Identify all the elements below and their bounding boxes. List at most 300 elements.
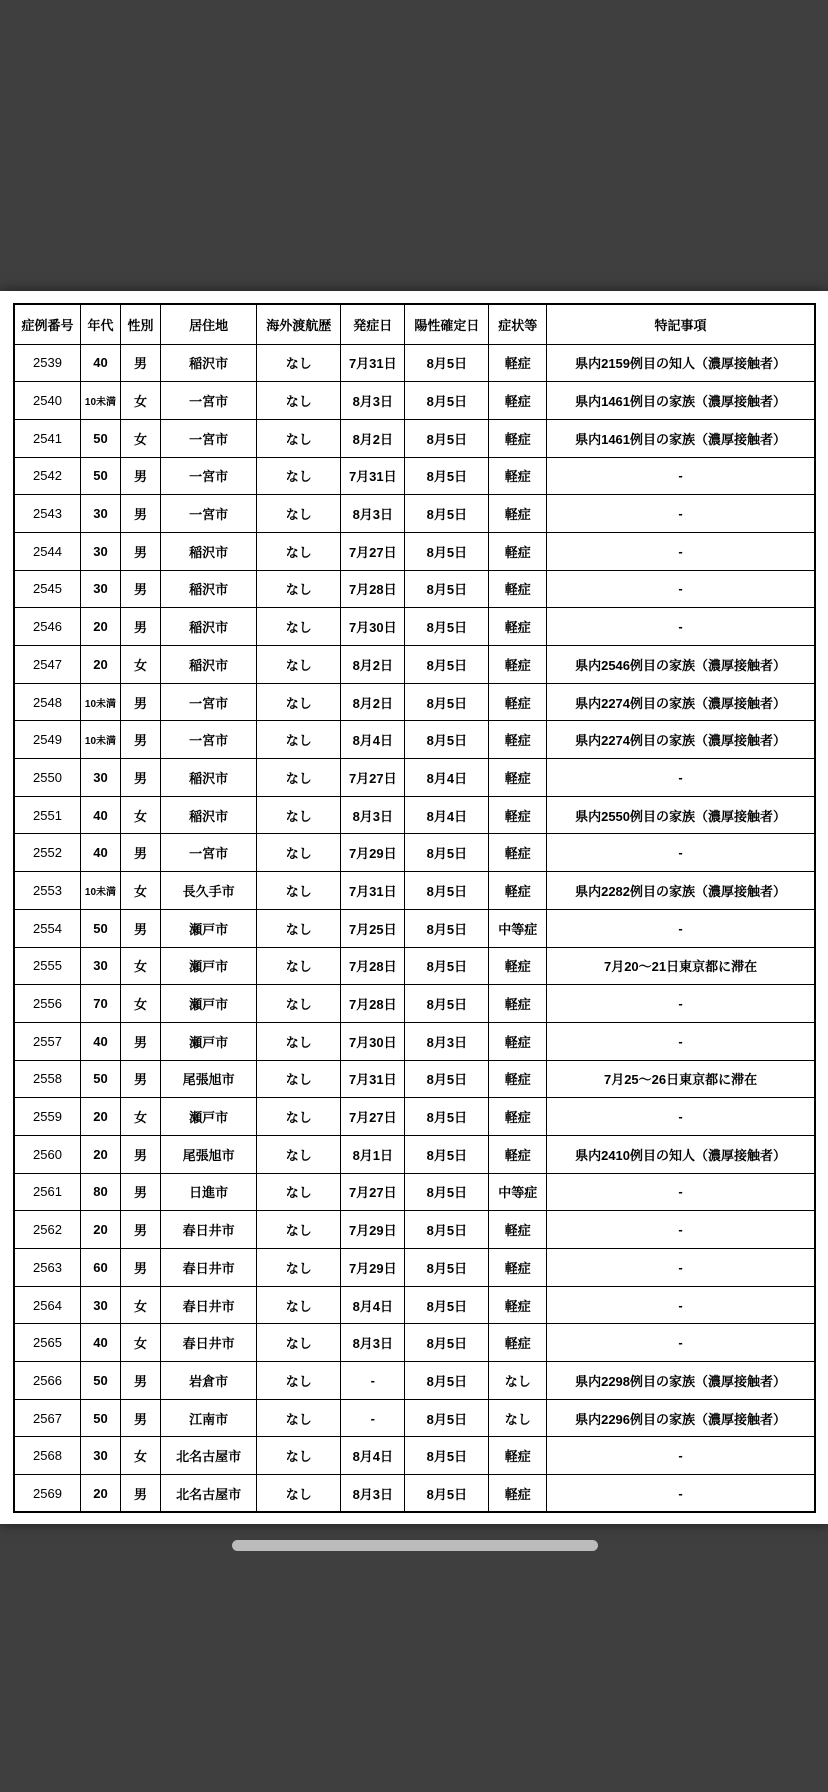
cell-symptom: 軽症 [489, 608, 547, 646]
cell-residence: 一宮市 [161, 834, 257, 872]
cell-residence: 瀬戸市 [161, 985, 257, 1023]
cell-symptom: 中等症 [489, 909, 547, 947]
cell-notes: - [547, 909, 815, 947]
cell-onset-date: 7月31日 [341, 872, 405, 910]
cell-onset-date: 7月27日 [341, 759, 405, 797]
cell-confirmed-date: 8月5日 [405, 721, 489, 759]
table-row [14, 495, 815, 533]
cell-notes: - [547, 834, 815, 872]
cell-symptom: 軽症 [489, 495, 547, 533]
table-row [14, 721, 815, 759]
table-row [14, 1173, 815, 1211]
cell-age: 20 [80, 1098, 120, 1136]
cell-sex: 女 [121, 872, 161, 910]
cell-notes: - [547, 495, 815, 533]
cell-sex: 男 [121, 1135, 161, 1173]
cell-sex: 男 [121, 834, 161, 872]
cell-confirmed-date: 8月5日 [405, 570, 489, 608]
cell-confirmed-date: 8月5日 [405, 457, 489, 495]
cell-residence: 稲沢市 [161, 759, 257, 797]
cell-onset-date: 7月27日 [341, 532, 405, 570]
cell-residence: 春日井市 [161, 1211, 257, 1249]
cell-age: 50 [80, 1362, 120, 1400]
cell-travel-history: なし [257, 495, 341, 533]
cell-confirmed-date: 8月4日 [405, 796, 489, 834]
table-row [14, 1399, 815, 1437]
table-row [14, 1211, 815, 1249]
scrollbar-thumb[interactable] [232, 1540, 598, 1551]
cell-travel-history: なし [257, 419, 341, 457]
cell-notes: - [547, 985, 815, 1023]
cell-age: 80 [80, 1173, 120, 1211]
header-residence: 居住地 [161, 304, 257, 344]
cell-notes: - [547, 1211, 815, 1249]
cell-case-number: 2561 [14, 1173, 80, 1211]
cell-residence: 瀬戸市 [161, 1022, 257, 1060]
cell-case-number: 2562 [14, 1211, 80, 1249]
cell-travel-history: なし [257, 1362, 341, 1400]
cell-onset-date: 7月29日 [341, 834, 405, 872]
cell-travel-history: なし [257, 1135, 341, 1173]
cell-symptom: 中等症 [489, 1173, 547, 1211]
cell-travel-history: なし [257, 872, 341, 910]
cell-residence: 長久手市 [161, 872, 257, 910]
cell-notes: - [547, 1324, 815, 1362]
cell-confirmed-date: 8月5日 [405, 419, 489, 457]
cell-travel-history: なし [257, 570, 341, 608]
cell-age: 40 [80, 1022, 120, 1060]
cell-residence: 北名古屋市 [161, 1475, 257, 1513]
cell-onset-date: 8月3日 [341, 495, 405, 533]
cell-age: 10未満 [80, 721, 120, 759]
table-row [14, 1362, 815, 1400]
cell-sex: 男 [121, 1249, 161, 1287]
cell-residence: 稲沢市 [161, 570, 257, 608]
table-row [14, 1286, 815, 1324]
cell-onset-date: 8月2日 [341, 646, 405, 684]
cell-residence: 日進市 [161, 1173, 257, 1211]
cell-travel-history: なし [257, 1098, 341, 1136]
cell-notes: 県内2282例目の家族（濃厚接触者） [547, 872, 815, 910]
cell-case-number: 2563 [14, 1249, 80, 1287]
cell-confirmed-date: 8月5日 [405, 1399, 489, 1437]
cell-symptom: 軽症 [489, 1324, 547, 1362]
cell-travel-history: なし [257, 1286, 341, 1324]
cell-confirmed-date: 8月5日 [405, 947, 489, 985]
cell-age: 30 [80, 1286, 120, 1324]
cell-case-number: 2567 [14, 1399, 80, 1437]
cell-notes: 県内1461例目の家族（濃厚接触者） [547, 419, 815, 457]
table-header-row [14, 304, 815, 344]
header-case-number: 症例番号 [14, 304, 80, 344]
cell-sex: 男 [121, 570, 161, 608]
cell-travel-history: なし [257, 646, 341, 684]
cell-travel-history: なし [257, 608, 341, 646]
table-row [14, 834, 815, 872]
cell-age: 60 [80, 1249, 120, 1287]
cell-notes: 県内2298例目の家族（濃厚接触者） [547, 1362, 815, 1400]
cell-age: 40 [80, 796, 120, 834]
cell-residence: 一宮市 [161, 382, 257, 420]
cell-case-number: 2542 [14, 457, 80, 495]
cell-travel-history: なし [257, 721, 341, 759]
cell-sex: 女 [121, 796, 161, 834]
cell-confirmed-date: 8月5日 [405, 382, 489, 420]
cell-travel-history: なし [257, 1324, 341, 1362]
cell-residence: 春日井市 [161, 1286, 257, 1324]
cell-symptom: なし [489, 1362, 547, 1400]
header-onset-date: 発症日 [341, 304, 405, 344]
cell-sex: 女 [121, 1098, 161, 1136]
cell-notes: - [547, 1475, 815, 1513]
cell-onset-date: 8月2日 [341, 419, 405, 457]
cell-sex: 女 [121, 1324, 161, 1362]
cell-onset-date: 8月3日 [341, 1475, 405, 1513]
cell-case-number: 2549 [14, 721, 80, 759]
cell-case-number: 2553 [14, 872, 80, 910]
cell-onset-date: - [341, 1362, 405, 1400]
cell-travel-history: なし [257, 1211, 341, 1249]
cell-confirmed-date: 8月5日 [405, 1362, 489, 1400]
cell-case-number: 2543 [14, 495, 80, 533]
cell-symptom: 軽症 [489, 721, 547, 759]
cell-residence: 稲沢市 [161, 796, 257, 834]
cell-residence: 江南市 [161, 1399, 257, 1437]
table-row [14, 608, 815, 646]
cell-onset-date: 7月30日 [341, 608, 405, 646]
cell-travel-history: なし [257, 344, 341, 382]
cell-onset-date: 8月4日 [341, 1437, 405, 1475]
cell-residence: 春日井市 [161, 1249, 257, 1287]
cell-notes: 県内2159例目の知人（濃厚接触者） [547, 344, 815, 382]
cell-onset-date: 8月3日 [341, 796, 405, 834]
cell-age: 50 [80, 1060, 120, 1098]
cell-notes: - [547, 1173, 815, 1211]
cell-sex: 女 [121, 985, 161, 1023]
cell-notes: - [547, 1098, 815, 1136]
cell-residence: 岩倉市 [161, 1362, 257, 1400]
cell-residence: 一宮市 [161, 495, 257, 533]
cell-confirmed-date: 8月5日 [405, 1098, 489, 1136]
cell-case-number: 2557 [14, 1022, 80, 1060]
cell-residence: 瀬戸市 [161, 909, 257, 947]
table-row [14, 759, 815, 797]
cell-case-number: 2547 [14, 646, 80, 684]
cell-age: 20 [80, 1211, 120, 1249]
cell-age: 30 [80, 495, 120, 533]
cell-notes: 県内2274例目の家族（濃厚接触者） [547, 721, 815, 759]
cell-case-number: 2541 [14, 419, 80, 457]
cell-sex: 男 [121, 721, 161, 759]
cell-travel-history: なし [257, 382, 341, 420]
header-confirmed-date: 陽性確定日 [405, 304, 489, 344]
cell-notes: - [547, 457, 815, 495]
cell-travel-history: なし [257, 759, 341, 797]
table-row [14, 1324, 815, 1362]
cell-case-number: 2551 [14, 796, 80, 834]
cell-notes: - [547, 1437, 815, 1475]
cell-age: 30 [80, 759, 120, 797]
cell-onset-date: 8月1日 [341, 1135, 405, 1173]
cell-case-number: 2569 [14, 1475, 80, 1513]
table-row [14, 532, 815, 570]
cell-notes: 7月20～21日東京都に滞在 [547, 947, 815, 985]
cell-sex: 男 [121, 1060, 161, 1098]
cell-confirmed-date: 8月5日 [405, 1060, 489, 1098]
cell-onset-date: - [341, 1399, 405, 1437]
cell-symptom: 軽症 [489, 382, 547, 420]
cell-sex: 女 [121, 419, 161, 457]
cell-notes: 県内2296例目の家族（濃厚接触者） [547, 1399, 815, 1437]
case-table-body [14, 344, 815, 1512]
cell-travel-history: なし [257, 532, 341, 570]
cell-confirmed-date: 8月4日 [405, 759, 489, 797]
table-row [14, 419, 815, 457]
cell-sex: 男 [121, 759, 161, 797]
cell-sex: 男 [121, 608, 161, 646]
cell-onset-date: 7月28日 [341, 947, 405, 985]
cell-notes: - [547, 570, 815, 608]
cell-sex: 女 [121, 947, 161, 985]
cell-confirmed-date: 8月5日 [405, 1437, 489, 1475]
cell-notes: 県内2274例目の家族（濃厚接触者） [547, 683, 815, 721]
cell-case-number: 2550 [14, 759, 80, 797]
cell-age: 20 [80, 1475, 120, 1513]
cell-symptom: 軽症 [489, 1286, 547, 1324]
cell-case-number: 2555 [14, 947, 80, 985]
table-row [14, 1022, 815, 1060]
cell-confirmed-date: 8月5日 [405, 1173, 489, 1211]
cell-sex: 男 [121, 457, 161, 495]
cell-residence: 一宮市 [161, 683, 257, 721]
cell-confirmed-date: 8月5日 [405, 1324, 489, 1362]
cell-travel-history: なし [257, 683, 341, 721]
cell-notes: 県内2546例目の家族（濃厚接触者） [547, 646, 815, 684]
cell-travel-history: なし [257, 834, 341, 872]
cell-confirmed-date: 8月5日 [405, 1475, 489, 1513]
cell-onset-date: 8月4日 [341, 1286, 405, 1324]
cell-onset-date: 8月4日 [341, 721, 405, 759]
table-row [14, 872, 815, 910]
cell-symptom: 軽症 [489, 759, 547, 797]
cell-age: 50 [80, 1399, 120, 1437]
cell-case-number: 2559 [14, 1098, 80, 1136]
cell-onset-date: 7月31日 [341, 1060, 405, 1098]
case-table [13, 303, 816, 1513]
cell-case-number: 2539 [14, 344, 80, 382]
document-page [0, 291, 828, 1524]
table-row [14, 457, 815, 495]
cell-confirmed-date: 8月5日 [405, 872, 489, 910]
table-row [14, 909, 815, 947]
table-row [14, 1098, 815, 1136]
cell-notes: - [547, 1249, 815, 1287]
cell-sex: 男 [121, 1362, 161, 1400]
cell-travel-history: なし [257, 1060, 341, 1098]
cell-sex: 男 [121, 1475, 161, 1513]
cell-symptom: 軽症 [489, 1437, 547, 1475]
cell-age: 40 [80, 1324, 120, 1362]
cell-confirmed-date: 8月3日 [405, 1022, 489, 1060]
cell-case-number: 2560 [14, 1135, 80, 1173]
cell-notes: - [547, 1022, 815, 1060]
cell-case-number: 2566 [14, 1362, 80, 1400]
cell-residence: 春日井市 [161, 1324, 257, 1362]
cell-age: 20 [80, 608, 120, 646]
table-row [14, 985, 815, 1023]
table-row [14, 1060, 815, 1098]
cell-confirmed-date: 8月5日 [405, 834, 489, 872]
cell-symptom: 軽症 [489, 344, 547, 382]
cell-sex: 男 [121, 1399, 161, 1437]
cell-confirmed-date: 8月5日 [405, 1249, 489, 1287]
cell-sex: 男 [121, 344, 161, 382]
cell-confirmed-date: 8月5日 [405, 608, 489, 646]
table-row [14, 947, 815, 985]
cell-notes: - [547, 759, 815, 797]
cell-residence: 尾張旭市 [161, 1135, 257, 1173]
table-row [14, 1135, 815, 1173]
cell-case-number: 2558 [14, 1060, 80, 1098]
cell-travel-history: なし [257, 1475, 341, 1513]
cell-confirmed-date: 8月5日 [405, 495, 489, 533]
cell-residence: 稲沢市 [161, 532, 257, 570]
cell-residence: 尾張旭市 [161, 1060, 257, 1098]
cell-symptom: 軽症 [489, 1098, 547, 1136]
cell-onset-date: 7月27日 [341, 1098, 405, 1136]
cell-notes: - [547, 608, 815, 646]
cell-symptom: 軽症 [489, 1135, 547, 1173]
table-row [14, 683, 815, 721]
table-row [14, 570, 815, 608]
cell-age: 40 [80, 344, 120, 382]
cell-age: 10未満 [80, 872, 120, 910]
cell-confirmed-date: 8月5日 [405, 344, 489, 382]
cell-onset-date: 7月28日 [341, 570, 405, 608]
cell-case-number: 2565 [14, 1324, 80, 1362]
cell-confirmed-date: 8月5日 [405, 985, 489, 1023]
header-symptom: 症状等 [489, 304, 547, 344]
cell-symptom: 軽症 [489, 1060, 547, 1098]
cell-residence: 瀬戸市 [161, 947, 257, 985]
header-age: 年代 [80, 304, 120, 344]
cell-notes: 県内1461例目の家族（濃厚接触者） [547, 382, 815, 420]
table-row [14, 796, 815, 834]
cell-symptom: なし [489, 1399, 547, 1437]
cell-symptom: 軽症 [489, 532, 547, 570]
cell-case-number: 2564 [14, 1286, 80, 1324]
cell-onset-date: 8月3日 [341, 382, 405, 420]
cell-case-number: 2546 [14, 608, 80, 646]
cell-symptom: 軽症 [489, 683, 547, 721]
header-travel-history: 海外渡航歴 [257, 304, 341, 344]
cell-notes: - [547, 1286, 815, 1324]
cell-onset-date: 7月29日 [341, 1249, 405, 1287]
cell-case-number: 2544 [14, 532, 80, 570]
cell-case-number: 2540 [14, 382, 80, 420]
cell-age: 50 [80, 419, 120, 457]
cell-notes: - [547, 532, 815, 570]
cell-travel-history: なし [257, 1437, 341, 1475]
cell-case-number: 2568 [14, 1437, 80, 1475]
cell-residence: 一宮市 [161, 419, 257, 457]
cell-residence: 稲沢市 [161, 344, 257, 382]
cell-age: 30 [80, 570, 120, 608]
cell-travel-history: なし [257, 796, 341, 834]
table-row [14, 1437, 815, 1475]
cell-residence: 北名古屋市 [161, 1437, 257, 1475]
cell-age: 30 [80, 947, 120, 985]
cell-age: 10未満 [80, 382, 120, 420]
cell-sex: 男 [121, 495, 161, 533]
table-row [14, 344, 815, 382]
cell-travel-history: なし [257, 909, 341, 947]
cell-onset-date: 7月25日 [341, 909, 405, 947]
cell-onset-date: 7月31日 [341, 457, 405, 495]
cell-case-number: 2554 [14, 909, 80, 947]
cell-residence: 一宮市 [161, 457, 257, 495]
cell-age: 30 [80, 1437, 120, 1475]
cell-age: 50 [80, 909, 120, 947]
cell-symptom: 軽症 [489, 985, 547, 1023]
cell-sex: 男 [121, 1173, 161, 1211]
cell-onset-date: 7月31日 [341, 344, 405, 382]
cell-case-number: 2548 [14, 683, 80, 721]
cell-confirmed-date: 8月5日 [405, 1211, 489, 1249]
cell-residence: 稲沢市 [161, 608, 257, 646]
cell-age: 20 [80, 1135, 120, 1173]
cell-age: 40 [80, 834, 120, 872]
cell-symptom: 軽症 [489, 1022, 547, 1060]
cell-sex: 女 [121, 1286, 161, 1324]
cell-notes: 県内2550例目の家族（濃厚接触者） [547, 796, 815, 834]
cell-symptom: 軽症 [489, 570, 547, 608]
cell-notes: 県内2410例目の知人（濃厚接触者） [547, 1135, 815, 1173]
cell-age: 30 [80, 532, 120, 570]
cell-onset-date: 8月3日 [341, 1324, 405, 1362]
cell-travel-history: なし [257, 1022, 341, 1060]
cell-symptom: 軽症 [489, 1211, 547, 1249]
header-notes: 特記事項 [547, 304, 815, 344]
cell-confirmed-date: 8月5日 [405, 1286, 489, 1324]
cell-onset-date: 7月30日 [341, 1022, 405, 1060]
cell-onset-date: 7月29日 [341, 1211, 405, 1249]
table-row [14, 382, 815, 420]
cell-travel-history: なし [257, 985, 341, 1023]
cell-sex: 男 [121, 909, 161, 947]
cell-residence: 瀬戸市 [161, 1098, 257, 1136]
cell-symptom: 軽症 [489, 947, 547, 985]
cell-onset-date: 7月28日 [341, 985, 405, 1023]
cell-confirmed-date: 8月5日 [405, 646, 489, 684]
cell-age: 20 [80, 646, 120, 684]
cell-symptom: 軽症 [489, 646, 547, 684]
table-row [14, 646, 815, 684]
cell-travel-history: なし [257, 947, 341, 985]
cell-symptom: 軽症 [489, 796, 547, 834]
cell-symptom: 軽症 [489, 872, 547, 910]
cell-symptom: 軽症 [489, 1475, 547, 1513]
cell-symptom: 軽症 [489, 457, 547, 495]
cell-symptom: 軽症 [489, 834, 547, 872]
cell-sex: 女 [121, 1437, 161, 1475]
cell-symptom: 軽症 [489, 419, 547, 457]
cell-confirmed-date: 8月5日 [405, 683, 489, 721]
cell-travel-history: なし [257, 1249, 341, 1287]
cell-age: 50 [80, 457, 120, 495]
cell-case-number: 2556 [14, 985, 80, 1023]
cell-residence: 一宮市 [161, 721, 257, 759]
